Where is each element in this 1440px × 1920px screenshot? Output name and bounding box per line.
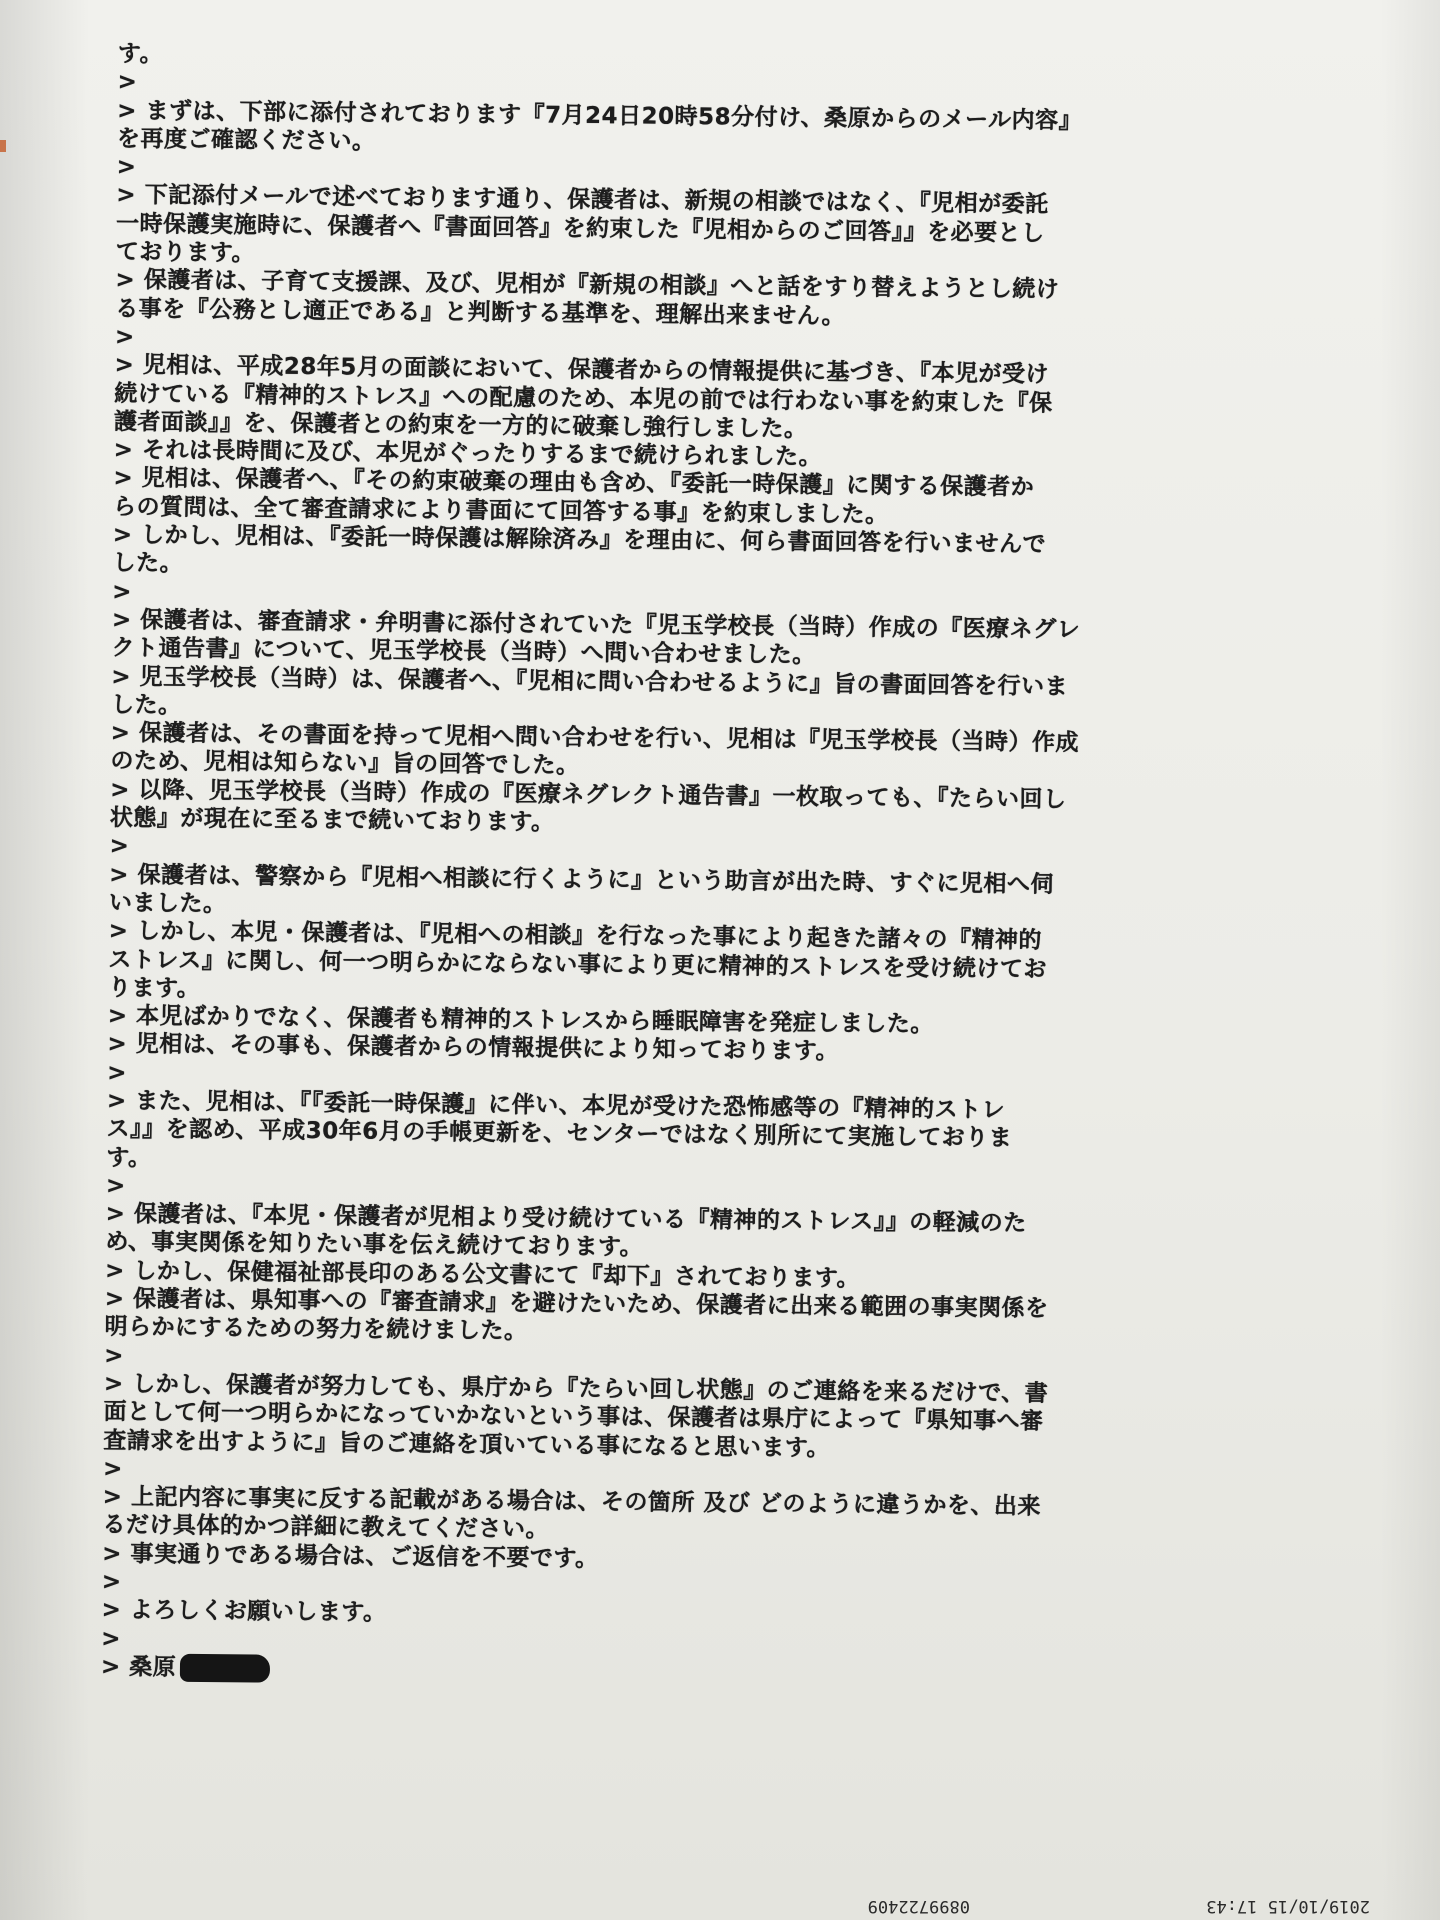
redaction-block — [180, 1654, 270, 1683]
letter-line: クト通告書』について、児玉学校長（当時）へ問い合わせました。 — [111, 635, 816, 669]
letter-line: > 保護者は、審査請求・弁明書に添付されていた『児玉学校長（当時）作成の『医療ネグレ — [111, 606, 1081, 644]
paper-edge-mark — [0, 140, 6, 152]
letter-line: > しかし、児相は、『委託一時保護は解除済み』を理由に、何ら書面回答を行いませんで — [112, 522, 1047, 558]
letter-line: > まずは、下部に添付されております『7月24日20時58分付け、桑原からのメール内容』 — [117, 97, 1083, 134]
letter-line: 一時保護実施時に、保護者へ『書面回答』を約束した『児相からのご回答』』を必要とし — [115, 210, 1045, 247]
letter-line: > — [102, 1455, 123, 1482]
letter-line: > 保護者は、その書面を持って児相へ問い合わせを行い、児相は『児玉学校長（当時）作成 — [110, 720, 1080, 757]
letter-line: ております。 — [115, 239, 256, 267]
letter-line: > 本児ばかりでなく、保護者も精神的ストレスから睡眠障害を発症しました。 — [107, 1003, 935, 1038]
letter-line: > — [105, 1172, 126, 1200]
letter-line: 明らかにするための努力を続けました。 — [104, 1314, 528, 1345]
letter-line: > しかし、保護者が努力しても、県庁から『たらい回し状態』のご連絡を来るだけで、書 — [103, 1370, 1049, 1407]
letter-line: 状態』が現在に至るまで続いております。 — [109, 804, 555, 836]
letter-line: > 保護者は、『本児・保護者が児相より受け続けている『精神的ストレス』』の軽減のた — [105, 1201, 1027, 1237]
letter-line: した。 — [112, 550, 184, 578]
letter-line: > 事実通りである場合は、ご返信を不要です。 — [102, 1540, 599, 1572]
letter-line: らの質問は、全て審査請求により書面にて回答する事』を約束しました。 — [112, 493, 889, 528]
letter-line: > — [104, 1342, 125, 1369]
fax-footer — [0, 1892, 1440, 1920]
fax-number: 0899722409 — [867, 1896, 970, 1916]
letter-line: め、事実関係を知りたい事を伝え続けております。 — [105, 1229, 644, 1262]
page-shadow-left — [0, 0, 90, 1920]
letter-line: > 保護者は、県知事への『審査請求』を避けたいため、保護者に出来る範囲の事実関係を — [104, 1285, 1049, 1322]
letter-line: いました。 — [108, 889, 227, 918]
letter-line: > しかし、本児・保護者は、『児相への相談』を行なった事により起きた諸々の『精神的 — [108, 918, 1043, 954]
letter-line: 面として何一つ明らかになっていかないという事は、保護者は県庁によって『県知事へ審 — [103, 1399, 1044, 1436]
letter-line: > — [101, 1568, 122, 1596]
letter-line: 査請求を出すように』旨のご連絡を頂いている事になると思います。 — [103, 1427, 831, 1462]
letter-line: > 以降、児玉学校長（当時）作成の『医療ネグレクト通告書』一枚取っても、『たらい回し — [110, 776, 1067, 813]
letter-line: > 児相は、その事も、保護者からの情報提供により知っております。 — [107, 1031, 840, 1065]
letter-line: > よろしくお願いします。 — [101, 1597, 387, 1627]
letter-line: 続けている『精神的ストレス』への配慮のため、本児の前では行わない事を約束した『保 — [114, 380, 1053, 417]
fax-timestamp: 2019/10/15 17:43 — [1206, 1896, 1370, 1916]
letter-line: > — [109, 833, 130, 860]
letter-line: > — [101, 1625, 122, 1652]
letter-line: > — [114, 323, 135, 351]
letter-line: ストレス』に関し、何一つ明らかにならない事により更に精神的ストレスを受け続けてお — [108, 946, 1048, 983]
letter-line: す。 — [117, 40, 164, 68]
letter-line: > 上記内容に事実に反する記載がある場合は、その箇所 及び どのように違うかを、出来 — [102, 1484, 1042, 1520]
letter-line: > — [116, 154, 137, 181]
letter-line: > しかし、保健福祉部長印のある公文書にて『却下』されております。 — [104, 1257, 861, 1292]
letter-line: す。 — [106, 1144, 152, 1171]
letter-line: > 児玉学校長（当時）は、保護者へ、『児相に問い合わせるように』旨の書面回答を行いま — [111, 663, 1069, 700]
letter-line: のため、児相は知らない』旨の回答でした。 — [110, 748, 580, 780]
letter-line: > また、児相は、『『委託一時保護』に伴い、本児が受けた恐怖感等の『精神的ストレ — [106, 1087, 1006, 1124]
signature-name: > 桑原 — [100, 1653, 177, 1681]
letter-line: > — [117, 69, 138, 96]
letter-line: 護者面談』』を、保護者との約束を一方的に破棄し強行しました。 — [113, 408, 808, 443]
letter-line: > — [112, 578, 133, 605]
letter-line: > 下記添付メールで述べております通り、保護者は、新規の相談ではなく、『児相が委託 — [116, 182, 1049, 219]
letter-line: ス』』を認め、平成30年6月の手帳更新を、センターではなく別所にて実施しておりま — [106, 1116, 1013, 1152]
letter-line: る事を『公務とし適正である』と判断する基準を、理解出来ません。 — [115, 295, 846, 330]
letter-line: > それは長時間に及び、本児がぐったりするまで続けられました。 — [113, 437, 823, 471]
letter-line: を再度ご確認ください。 — [116, 125, 376, 155]
letter-line: ります。 — [107, 974, 201, 1002]
letter-body — [101, 40, 1318, 1694]
letter-line: > 児相は、保護者へ、『その約束破棄の理由も含め、『委託一時保護』に関する保護者か — [113, 465, 1035, 502]
letter-line: > 保護者は、警察から『児相へ相談に行くように』という助言が出た時、すぐに児相へ伺 — [109, 861, 1055, 898]
letter-line: > 児相は、平成28年5月の面談において、保護者からの情報提供に基づき、『本児が受け — [114, 352, 1050, 389]
letter-line: した。 — [110, 691, 182, 719]
letter-line: > 保護者は、子育て支援課、及び、児相が『新規の相談』へと話をすり替えようとし続け — [115, 267, 1060, 304]
page-shadow-right — [1380, 0, 1440, 1920]
letter-line: > — [107, 1059, 128, 1086]
letter-line: るだけ具体的かつ詳細に教えてください。 — [102, 1512, 550, 1544]
